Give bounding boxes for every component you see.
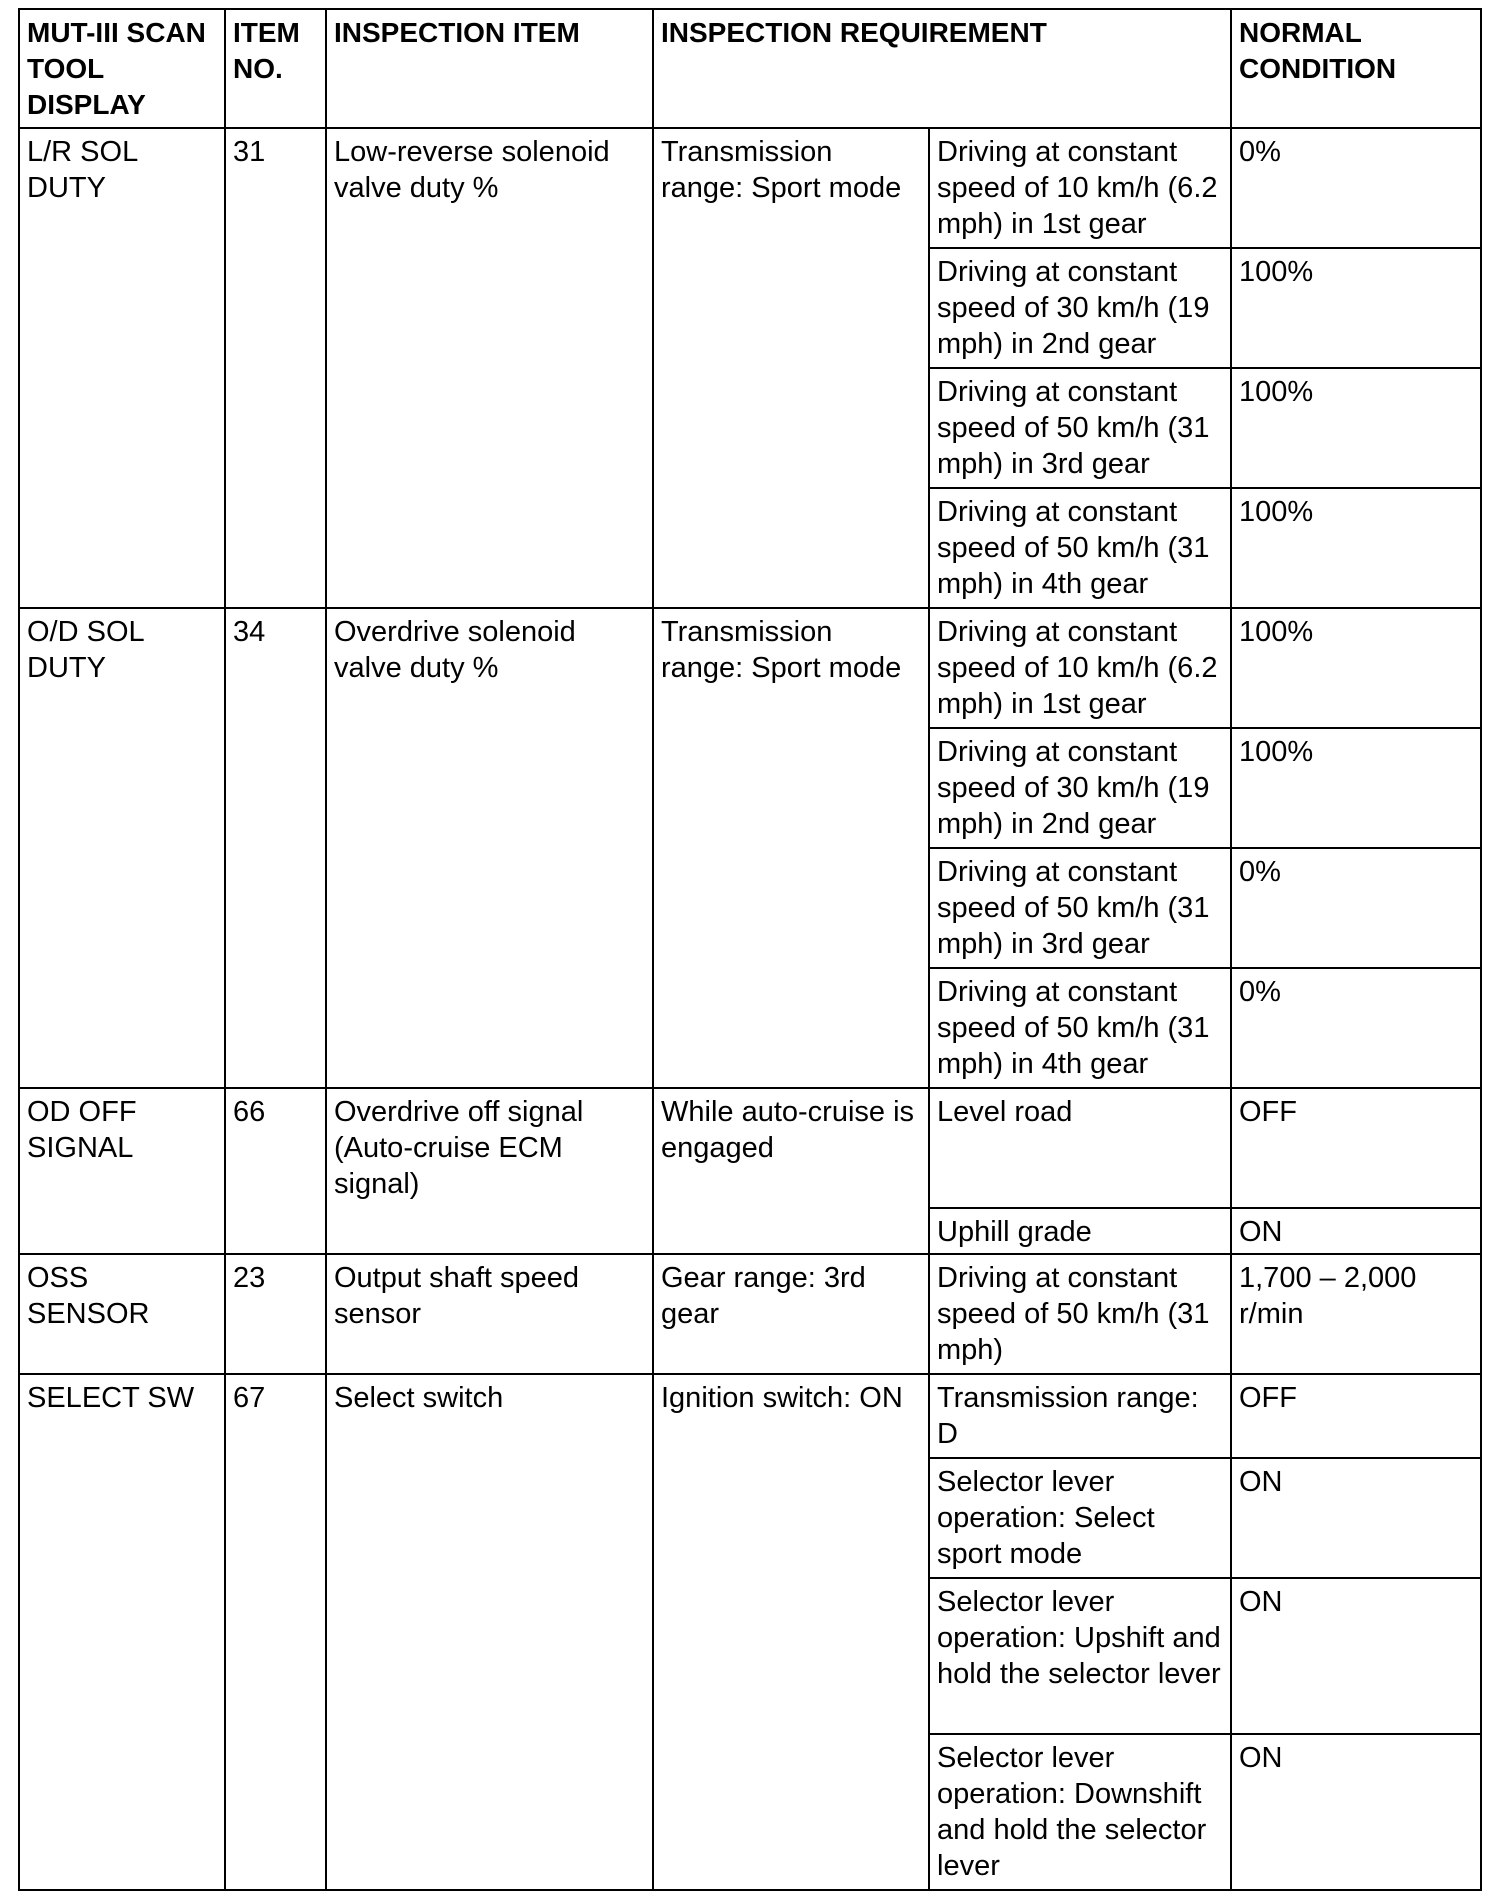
condition-cell: Driving at constant speed of 30 km/h (19 mph) in 2nd gear <box>929 248 1231 368</box>
condition-cell: Selector lever operation: Select sport mode <box>929 1458 1231 1578</box>
item-no-cell: 31 <box>225 128 326 608</box>
inspection-table <box>18 8 1482 1891</box>
normal-condition-cell: 100% <box>1231 608 1481 728</box>
normal-condition-cell: ON <box>1231 1208 1481 1254</box>
condition-cell: Selector lever operation: Downshift and hold the selector lever <box>929 1734 1231 1890</box>
condition-cell: Driving at constant speed of 50 km/h (31 mph) in 4th gear <box>929 968 1231 1088</box>
condition-cell: Driving at constant speed of 50 km/h (31 mph) in 3rd gear <box>929 368 1231 488</box>
scan-tool-display-cell: SELECT SW <box>19 1374 225 1890</box>
inspection-item-cell: Overdrive off signal (Auto-cruise ECM signal) <box>326 1088 653 1254</box>
item-no-cell: 23 <box>225 1254 326 1374</box>
normal-condition-cell: 0% <box>1231 968 1481 1088</box>
scan-tool-display-cell: OD OFF SIGNAL <box>19 1088 225 1254</box>
inspection-item-cell: Select switch <box>326 1374 653 1890</box>
normal-condition-cell: 1,700 – 2,000 r/min <box>1231 1254 1481 1374</box>
scan-tool-display-cell: L/R SOL DUTY <box>19 128 225 608</box>
condition-cell: Driving at constant speed of 30 km/h (19 mph) in 2nd gear <box>929 728 1231 848</box>
table-row <box>19 1374 1481 1458</box>
condition-cell: Driving at constant speed of 10 km/h (6.2 mph) in 1st gear <box>929 608 1231 728</box>
table-row <box>19 1088 1481 1208</box>
condition-cell: Transmission range: D <box>929 1374 1231 1458</box>
header-item-no: ITEM NO. <box>225 9 326 128</box>
scan-tool-display-cell: O/D SOL DUTY <box>19 608 225 1088</box>
inspection-item-cell: Output shaft speed sensor <box>326 1254 653 1374</box>
requirement-cell: While auto-cruise is engaged <box>653 1088 929 1254</box>
item-no-cell: 34 <box>225 608 326 1088</box>
header-inspection-requirement: INSPECTION REQUIREMENT <box>653 9 1231 128</box>
condition-cell: Driving at constant speed of 50 km/h (31 mph) in 3rd gear <box>929 848 1231 968</box>
normal-condition-cell: 100% <box>1231 728 1481 848</box>
condition-cell: Uphill grade <box>929 1208 1231 1254</box>
header-row <box>19 9 1481 128</box>
normal-condition-cell: ON <box>1231 1734 1481 1890</box>
header-display: MUT-III SCAN TOOL DISPLAY <box>19 9 225 128</box>
header-normal-condition: NORMAL CONDITION <box>1231 9 1481 128</box>
header-inspection-item: INSPECTION ITEM <box>326 9 653 128</box>
normal-condition-cell: 0% <box>1231 128 1481 248</box>
condition-cell: Driving at constant speed of 10 km/h (6.2 mph) in 1st gear <box>929 128 1231 248</box>
condition-cell: Driving at constant speed of 50 km/h (31 mph) in 4th gear <box>929 488 1231 608</box>
condition-cell: Level road <box>929 1088 1231 1208</box>
condition-cell: Driving at constant speed of 50 km/h (31 mph) <box>929 1254 1231 1374</box>
item-no-cell: 67 <box>225 1374 326 1890</box>
normal-condition-cell: OFF <box>1231 1088 1481 1208</box>
table-row <box>19 1254 1481 1374</box>
table-row <box>19 128 1481 248</box>
normal-condition-cell: OFF <box>1231 1374 1481 1458</box>
table-row <box>19 608 1481 728</box>
normal-condition-cell: 100% <box>1231 368 1481 488</box>
scan-tool-display-cell: OSS SENSOR <box>19 1254 225 1374</box>
normal-condition-cell: 100% <box>1231 488 1481 608</box>
item-no-cell: 66 <box>225 1088 326 1254</box>
requirement-cell: Transmission range: Sport mode <box>653 608 929 1088</box>
inspection-item-cell: Overdrive solenoid valve duty % <box>326 608 653 1088</box>
requirement-cell: Gear range: 3rd gear <box>653 1254 929 1374</box>
requirement-cell: Ignition switch: ON <box>653 1374 929 1890</box>
normal-condition-cell: ON <box>1231 1458 1481 1578</box>
normal-condition-cell: ON <box>1231 1578 1481 1734</box>
normal-condition-cell: 100% <box>1231 248 1481 368</box>
requirement-cell: Transmission range: Sport mode <box>653 128 929 608</box>
normal-condition-cell: 0% <box>1231 848 1481 968</box>
inspection-item-cell: Low-reverse solenoid valve duty % <box>326 128 653 608</box>
condition-cell: Selector lever operation: Upshift and hold the selector lever <box>929 1578 1231 1734</box>
